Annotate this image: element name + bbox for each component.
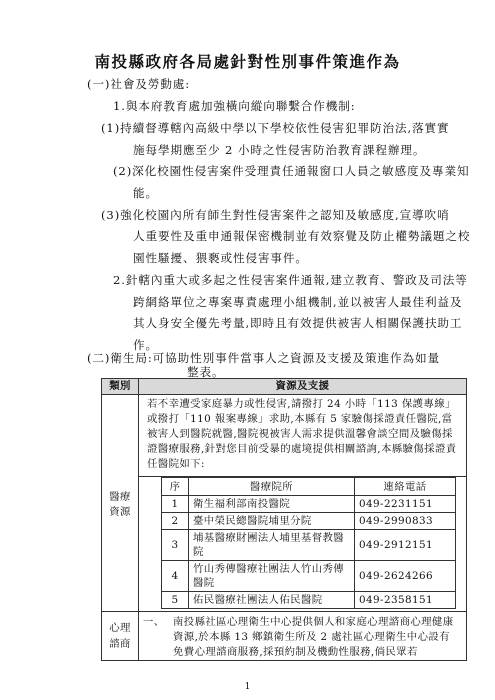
item-2-line3: 其人身安全優先考量,即時且有效提供被害人相關保護扶助工 [133,316,463,330]
item-1-2-line2: 能。 [133,186,158,200]
psych-row [102,612,467,661]
hospital-name: 佑民醫療社團法人佑民醫院 [189,592,355,609]
table-row: 4 竹山秀傳醫療社團法人竹山秀傳醫院 049-2624266 [162,561,456,592]
item-1-2-line1: (2)深化校園性侵害案件受理責任通報窗口人員之敏感度及專業知 [113,164,470,178]
section-heading-social: (一)社會及勞動處: [87,77,191,91]
psych-item-no: 一、 [143,616,165,628]
item-1-1-line2: 施每學期應至少 2 小時之性侵害防治教育課程辦理。 [133,143,426,157]
item-1-1-line1: (1)持續督導轄內高級中學以下學校依性侵害犯罪防治法,落實實 [101,121,450,135]
section-heading-health-cont: 整表。 [187,365,225,379]
hospital-header-name: 醫療院所 [189,478,355,496]
medical-row [102,395,467,477]
table-row: 1 衛生福利部南投醫院 049-2231151 [162,496,456,513]
item-1-3-line1: (3)強化校園內所有師生對性侵害案件之認知及敏感度,宣導吹哨 [101,208,450,222]
hospital-header-phone: 連絡電話 [355,478,456,496]
section-heading-health: (二)衛生局:可協助性別事件當事人之資源及支援及策進作為如量 [87,351,440,365]
medical-intro: 若不幸遭受家庭暴力或性侵害,請撥打 24 小時「113 保護專線」或撥打「110 報案專線」求助,本縣有 5 家驗傷採證責任醫院,當被害人到醫院就醫,醫院視被害人需求提供溫馨會談空間及驗傷採證醫療服務,針對您目前受暴的處境提供相關諮詢,本縣驗傷採證責任醫院如下: [139,395,467,477]
page-number: 1 [244,682,251,692]
page-title: 南投縣政府各局處針對性別事件策進作為 [94,52,401,71]
category-psych: 心理 諮商 [102,612,139,661]
psych-item-text: 南投縣社區心理衛生中心提供個人和家庭心理諮商心理健康資源,於本縣 13 鄉鎮衛生所及 2 處社區心理衛生中心設有免費心理諮商服務,採預約制及機動性服務,倘民眾若 [173,616,454,658]
hospital-header-no: 序 [162,478,189,496]
item-1-3-line3: 園性騷擾、猥褻或性侵害事件。 [133,251,308,265]
item-2-line2: 跨網絡單位之專案專責處理小組機制,並以被害人最佳利益及 [133,295,463,309]
table-row: 2 臺中榮民總醫院埔里分院 049-2990833 [162,513,456,530]
hospital-table [161,477,456,609]
psych-text [139,612,467,661]
item-2-line4: 作。 [133,338,158,352]
hospital-name: 埔基醫療財團法人埔里基督教醫院 [189,530,355,561]
hospital-phone: 049-2624266 [355,561,456,592]
hospital-phone: 049-2990833 [355,513,456,530]
item-1-3-line2: 人重要性及重申通報保密機制並有效察覺及防止權勢議題之校 [133,229,471,243]
hospital-name: 衛生福利部南投醫院 [189,496,355,513]
category-medical: 醫療 資源 [102,395,139,612]
item-1-heading: 1.與本府教育處加強橫向縱向聯繫合作機制: [113,99,356,113]
hospital-phone: 049-2358151 [355,592,456,609]
hospital-phone: 049-2912151 [355,530,456,561]
item-2-line1: 2.針轄內重大或多起之性侵害案件通報,建立教育、警政及司法等 [113,273,468,287]
table-row: 3 埔基醫療財團法人埔里基督教醫院 049-2912151 [162,530,456,561]
hospital-name: 臺中榮民總醫院埔里分院 [189,513,355,530]
hospital-list-cell [139,477,467,612]
hospital-name: 竹山秀傳醫療社團法人竹山秀傳醫院 [189,561,355,592]
resource-table [101,378,467,661]
hospital-phone: 049-2231151 [355,496,456,513]
header-resources: 資源及支援 [139,379,467,395]
table-row: 5 佑民醫療社團法人佑民醫院 049-2358151 [162,592,456,609]
header-category: 類別 [102,379,139,395]
